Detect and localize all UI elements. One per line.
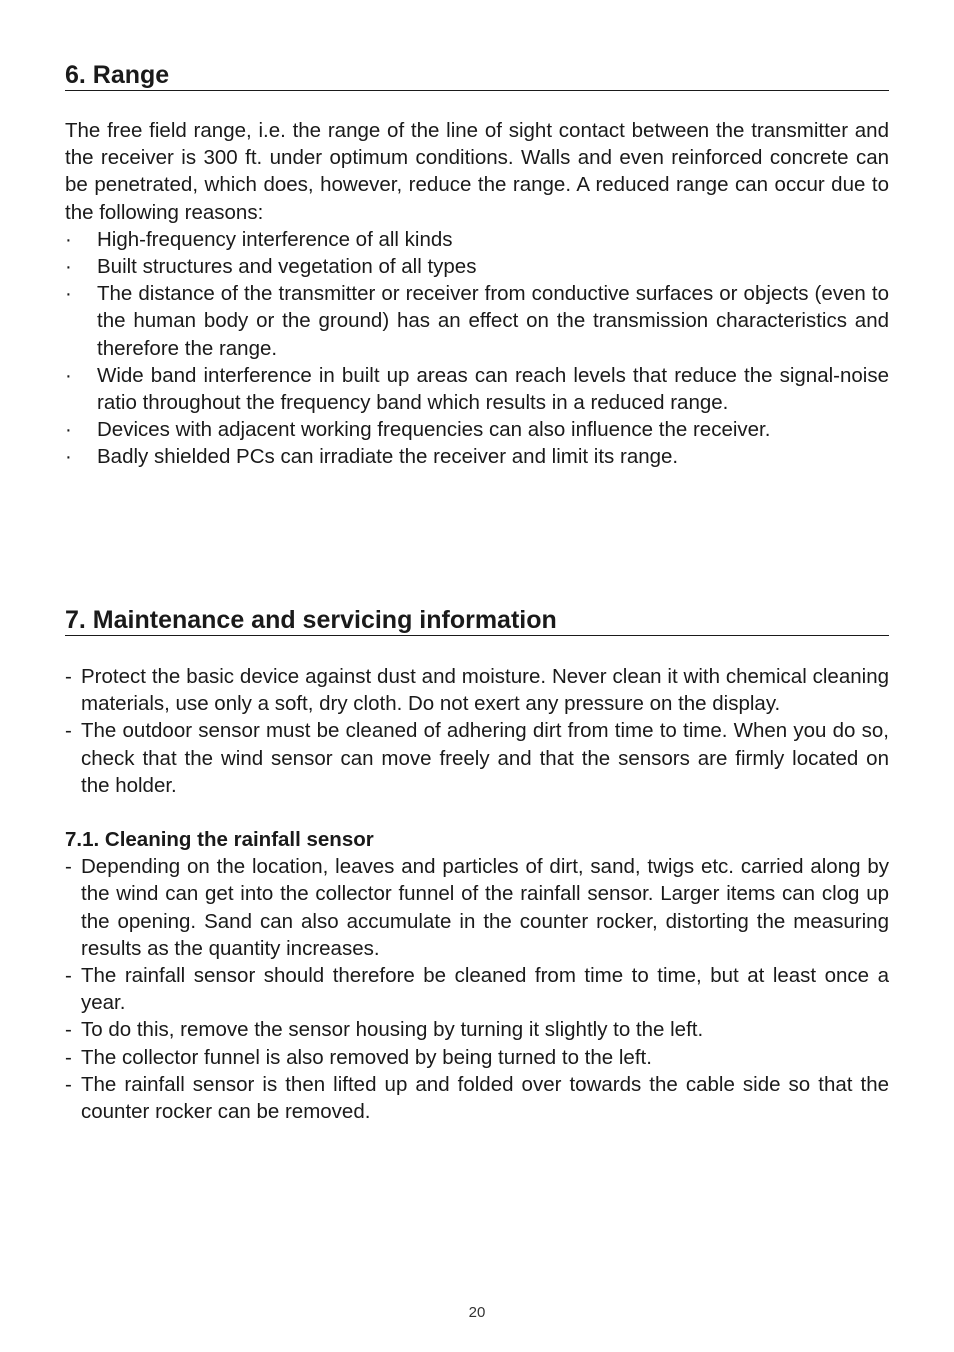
range-intro-paragraph: The free field range, i.e. the range of the line of sight contact between the transmitter and the receiver is 300 ft. under optimum conditions. Walls and even reinforced concrete can be penetrated, which does, however, reduce the range. A reduced range can occur due to the following reasons: — [65, 119, 889, 224]
list-item: - The rainfall sensor should therefore be cleaned from time to time, but at least once a year. — [65, 964, 889, 1015]
list-item: - The outdoor sensor must be cleaned of adhering dirt from time to time. When you do so, check that the wind sensor can move freely and that the sensors are firmly located on the holder. — [65, 719, 889, 797]
subsection-title-rainfall: 7.1. Cleaning the rainfall sensor — [65, 828, 374, 852]
section-range — [65, 60, 889, 471]
list-item: · Built structures and vegetation of all types — [65, 255, 477, 279]
list-item: - Protect the basic device against dust and moisture. Never clean it with chemical cleaning materials, use only a soft, dry cloth. Do not exert any pressure on the display. — [65, 665, 889, 716]
list-item: - To do this, remove the sensor housing by turning it slightly to the left. — [65, 1018, 704, 1042]
list-item: - The rainfall sensor is then lifted up and folded over towards the cable side so that the counter rocker can be removed. — [65, 1072, 889, 1124]
list-item: · Wide band interference in built up areas can reach levels that reduce the signal-noise ratio throughout the frequency band which results in a reduced range. — [65, 363, 889, 415]
section-maintenance — [65, 605, 889, 1125]
maintenance-list — [65, 663, 889, 799]
section-title-maintenance: 7. Maintenance and servicing information — [65, 605, 889, 636]
range-reasons-list — [65, 226, 889, 471]
list-item: · Badly shielded PCs can irradiate the receiver and limit its range. — [65, 445, 679, 469]
list-item: - The collector funnel is also removed by being turned to the left. — [65, 1045, 652, 1069]
rainfall-cleaning-list — [65, 853, 889, 1125]
list-item: - Depending on the location, leaves and particles of dirt, sand, twigs etc. carried along by the wind can get into the collector funnel of the rainfall sensor. Larger items can clog up the opening. Sand can also accumulate in the counter rocker, distorting the measuring results as the quantity increases. — [65, 855, 889, 960]
page-number: 20 — [468, 1304, 486, 1321]
list-item: · High-frequency interference of all kinds — [65, 227, 453, 251]
list-item: · Devices with adjacent working frequencies can also influence the receiver. — [65, 418, 771, 442]
section-title-range: 6. Range — [65, 60, 889, 91]
list-item: · The distance of the transmitter or receiver from conductive surfaces or objects (even to the human body or the ground) has an effect on the transmission characteristics and therefore the range. — [65, 282, 889, 360]
